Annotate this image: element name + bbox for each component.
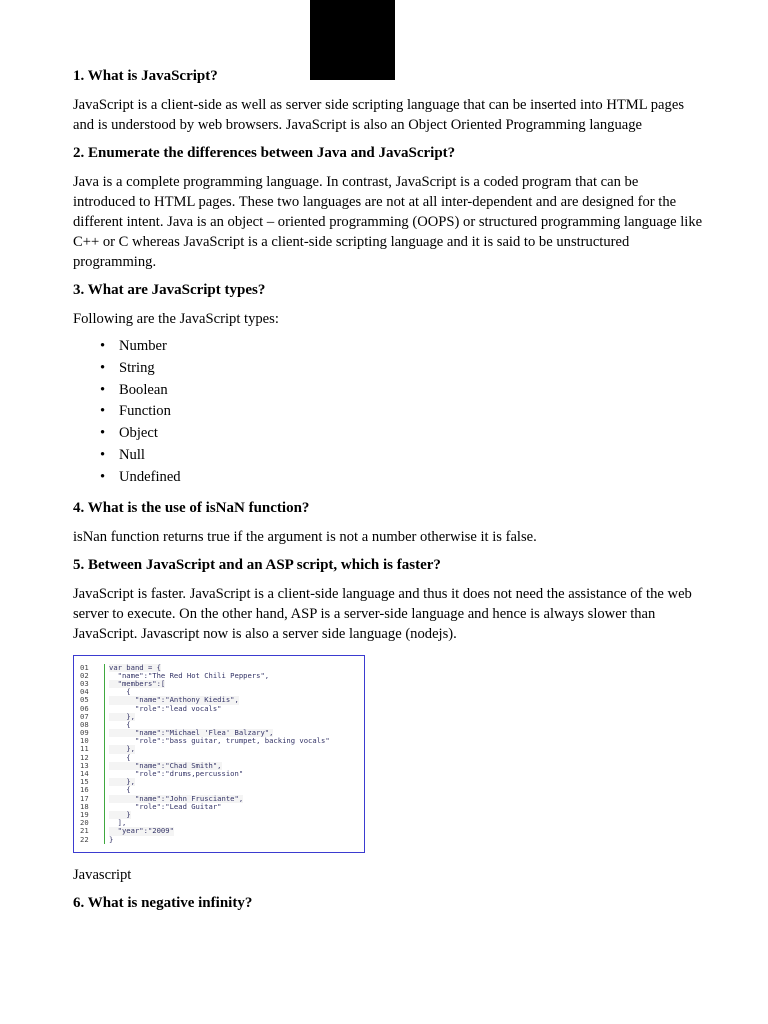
question-2-heading: 2. Enumerate the differences between Java and JavaScript? [73,145,456,161]
code-line-number: 02 [80,672,105,680]
answer-1-text: JavaScript is a client-side as well as server side scripting language that can be inserted into HTML pages and is understood by web browsers. JavaScript is also an Object Oriented Programming language [73,97,684,133]
code-line-number: 03 [80,680,105,688]
code-line-number: 08 [80,721,105,729]
question-6-heading: 6. What is negative infinity? [73,894,253,911]
code-line-text: "role":"Lead Guitar" [109,801,222,811]
code-line-text: "role":"drums,percussion" [109,769,244,779]
code-line [80,836,358,844]
question-1-heading: 1. What is JavaScript? [73,68,218,84]
question-3-heading: 3. What are JavaScript types? [73,282,266,298]
code-line-number: 04 [80,688,105,696]
document-page [73,66,703,913]
code-line-text: { [109,752,131,762]
code-line-text: "members":[ [109,678,166,688]
code-line-number: 06 [80,705,105,713]
code-line-text: { [109,687,131,697]
code-screenshot [73,655,365,853]
answer-5-text: JavaScript is faster. JavaScript is a client-side language and thus it does not need the assistance of the web server to execute. On the other hand, ASP is a server-side language and hence is always slower than JavaScript. Javascript now is also a server side language (nodejs). [73,585,692,642]
answer-2-text: Java is a complete programming language. In contrast, JavaScript is a coded program that can be introduced to HTML pages. These two languages are not at all inter-dependent and are designed for the different intent. Java is an object – oriented programming (OOPS) or structured programming language like C++ or C whereas JavaScript is a client-side scripting language and it is said to be unstructured programming. [73,174,703,270]
code-line [80,827,358,835]
code-line-text: "year":"2009" [109,826,174,836]
list-item: • Object [73,423,703,445]
code-line-number: 10 [80,737,105,745]
code-line-number: 16 [80,786,105,794]
code-line-text: } [109,809,131,819]
code-line-number: 05 [80,696,105,704]
code-line-number: 09 [80,729,105,737]
question-5-heading: 5. Between JavaScript and an ASP script, which is faster? [73,556,441,573]
code-caption: Javascript [73,866,132,883]
list-item: • Number [73,336,703,358]
code-line-text: var band = { [109,662,161,672]
code-line-number: 21 [80,827,105,835]
code-line-number: 15 [80,778,105,786]
code-line-number: 07 [80,713,105,721]
code-listing [80,664,358,844]
code-line-text: "name":"Anthony Kiedis", [109,695,239,705]
code-line-number: 19 [80,811,105,819]
code-line-text: }, [109,744,135,754]
list-item: • Boolean [73,380,703,402]
code-line-number: 01 [80,664,105,672]
answer-4-text: isNan function returns true if the argument is not a number otherwise it is false. [73,528,537,545]
code-line-text: ], [109,818,127,828]
list-item: • Null [73,445,703,467]
list-item: • String [73,358,703,380]
code-line-text: "role":"bass guitar, trumpet, backing vocals" [109,736,330,746]
code-line-number: 20 [80,819,105,827]
code-line-number: 12 [80,754,105,762]
code-line-text: } [109,834,114,844]
code-line-number: 11 [80,745,105,753]
code-line-number: 18 [80,803,105,811]
code-line-number: 17 [80,795,105,803]
code-line-text: { [109,719,131,729]
code-line-text: }, [109,777,135,787]
javascript-types-list [73,336,703,489]
code-line-text: "name":"Michael 'Flea' Balzary", [109,728,274,738]
code-line-text: { [109,785,131,795]
code-line-text: "name":"John Frusciante", [109,793,244,803]
code-line-text: }, [109,711,135,721]
code-line-text: "name":"The Red Hot Chili Peppers", [109,670,270,680]
question-4-heading: 4. What is the use of isNaN function? [73,499,310,516]
code-line-text: "role":"lead vocals" [109,703,222,713]
code-line-number: 22 [80,836,105,844]
answer-3-intro: Following are the JavaScript types: [73,311,279,327]
list-item: • Function [73,401,703,423]
code-line-number: 13 [80,762,105,770]
list-item: • Undefined [73,467,703,489]
code-line-text: "name":"Chad Smith", [109,760,222,770]
code-line-number: 14 [80,770,105,778]
